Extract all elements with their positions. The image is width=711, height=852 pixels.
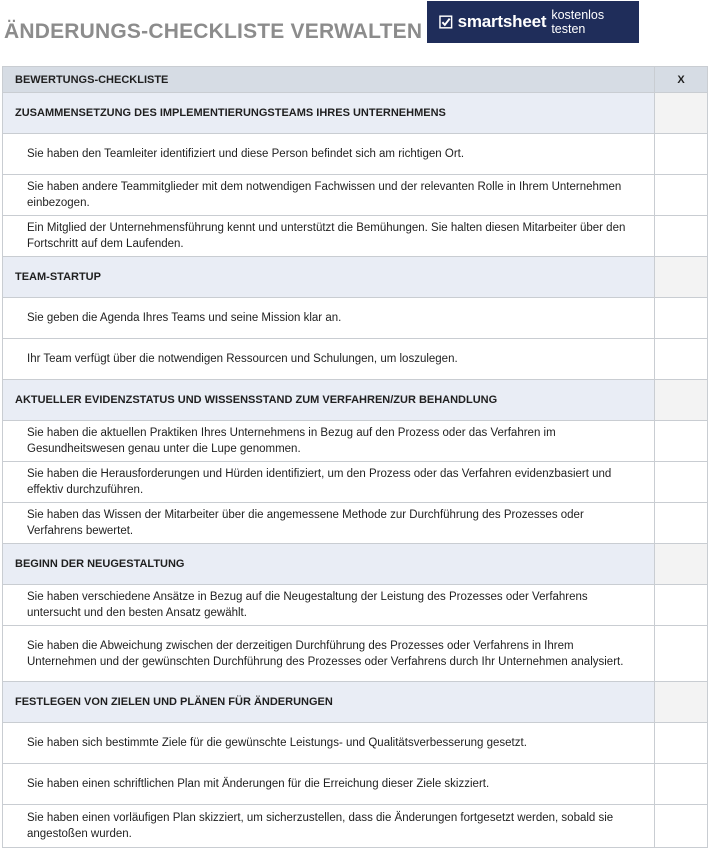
section-row	[3, 257, 708, 298]
brand-cta: kostenlos testen	[551, 8, 605, 36]
section-title: FESTLEGEN VON ZIELEN UND PLÄNEN FÜR ÄNDERUNGEN	[3, 682, 655, 723]
section-title: BEGINN DER NEUGESTALTUNG	[3, 544, 655, 585]
checklist-item	[3, 764, 708, 805]
checklist-item	[3, 462, 708, 503]
item-check-cell[interactable]	[655, 462, 708, 503]
item-check-cell[interactable]	[655, 626, 708, 682]
item-text: Sie haben die Herausforderungen und Hürden identifiziert, um den Prozess oder das Verfahren evidenzbasiert und effektiv durchzuführen.	[3, 462, 655, 503]
item-text: Sie geben die Agenda Ihres Teams und seine Mission klar an.	[3, 298, 655, 339]
table-header-row	[3, 67, 708, 93]
item-text: Sie haben einen vorläufigen Plan skizziert, um sicherzustellen, dass die Änderungen fortgesetzt werden, sobald sie angestoßen wurden.	[3, 805, 655, 848]
checklist-item	[3, 175, 708, 216]
checklist-item	[3, 134, 708, 175]
item-text: Sie haben verschiedene Ansätze in Bezug auf die Neugestaltung der Leistung des Prozesses oder Verfahrens untersucht und den besten Ansatz gewählt.	[3, 585, 655, 626]
item-check-cell[interactable]	[655, 298, 708, 339]
item-text: Sie haben den Teamleiter identifiziert und diese Person befindet sich am richtigen Ort.	[3, 134, 655, 175]
item-check-cell[interactable]	[655, 134, 708, 175]
checklist-item	[3, 723, 708, 764]
item-check-cell[interactable]	[655, 585, 708, 626]
section-row	[3, 544, 708, 585]
item-check-cell[interactable]	[655, 503, 708, 544]
checklist-item	[3, 805, 708, 848]
item-text: Sie haben die aktuellen Praktiken Ihres Unternehmens in Bezug auf den Prozess oder das Verfahren im Gesundheitswesen genau unter die Lupe genommen.	[3, 421, 655, 462]
section-title: ZUSAMMENSETZUNG DES IMPLEMENTIERUNGSTEAMS IHRES UNTERNEHMENS	[3, 93, 655, 134]
header-title: BEWERTUNGS-CHECKLISTE	[3, 67, 655, 93]
checklist-item	[3, 626, 708, 682]
checklist-item	[3, 421, 708, 462]
item-check-cell[interactable]	[655, 339, 708, 380]
checklist-table	[2, 66, 708, 848]
item-check-cell[interactable]	[655, 805, 708, 848]
item-check-cell[interactable]	[655, 175, 708, 216]
item-text: Sie haben das Wissen der Mitarbeiter über die angemessene Methode zur Durchführung des Prozesses oder Verfahrens bewertet.	[3, 503, 655, 544]
section-title: TEAM-STARTUP	[3, 257, 655, 298]
section-title: AKTUELLER EVIDENZSTATUS UND WISSENSSTAND ZUM VERFAHREN/ZUR BEHANDLUNG	[3, 380, 655, 421]
item-text: Sie haben sich bestimmte Ziele für die gewünschte Leistungs- und Qualitätsverbesserung gesetzt.	[3, 723, 655, 764]
section-mark-cell	[655, 380, 708, 421]
smartsheet-trial-banner[interactable]	[427, 1, 639, 43]
checklist-item	[3, 339, 708, 380]
checklist-item	[3, 298, 708, 339]
section-row	[3, 682, 708, 723]
item-check-cell[interactable]	[655, 216, 708, 257]
item-text: Sie haben einen schriftlichen Plan mit Änderungen für die Erreichung dieser Ziele skizziert.	[3, 764, 655, 805]
section-row	[3, 380, 708, 421]
page-title: ÄNDERUNGS-CHECKLISTE VERWALTEN	[4, 20, 423, 43]
section-mark-cell	[655, 544, 708, 585]
section-mark-cell	[655, 682, 708, 723]
header-mark: X	[655, 67, 708, 93]
checklist-item	[3, 503, 708, 544]
section-mark-cell	[655, 257, 708, 298]
section-mark-cell	[655, 93, 708, 134]
section-row	[3, 93, 708, 134]
item-check-cell[interactable]	[655, 764, 708, 805]
item-check-cell[interactable]	[655, 421, 708, 462]
item-text: Sie haben die Abweichung zwischen der derzeitigen Durchführung des Prozesses oder Verfahrens in Ihrem Unternehmen und der gewünschten Durchführung des Prozesses oder Verfahrens durch Ihr Unternehmen analysiert.	[3, 626, 655, 682]
check-icon	[439, 15, 453, 29]
checklist-item	[3, 585, 708, 626]
item-text: Ein Mitglied der Unternehmensführung kennt und unterstützt die Bemühungen. Sie halten diesen Mitarbeiter über den Fortschritt auf dem Laufenden.	[3, 216, 655, 257]
item-text: Sie haben andere Teammitglieder mit dem notwendigen Fachwissen und der relevanten Rolle in Ihrem Unternehmen einbezogen.	[3, 175, 655, 216]
brand-name: smartsheet	[457, 12, 547, 31]
checklist-item	[3, 216, 708, 257]
item-check-cell[interactable]	[655, 723, 708, 764]
item-text: Ihr Team verfügt über die notwendigen Ressourcen und Schulungen, um loszulegen.	[3, 339, 655, 380]
